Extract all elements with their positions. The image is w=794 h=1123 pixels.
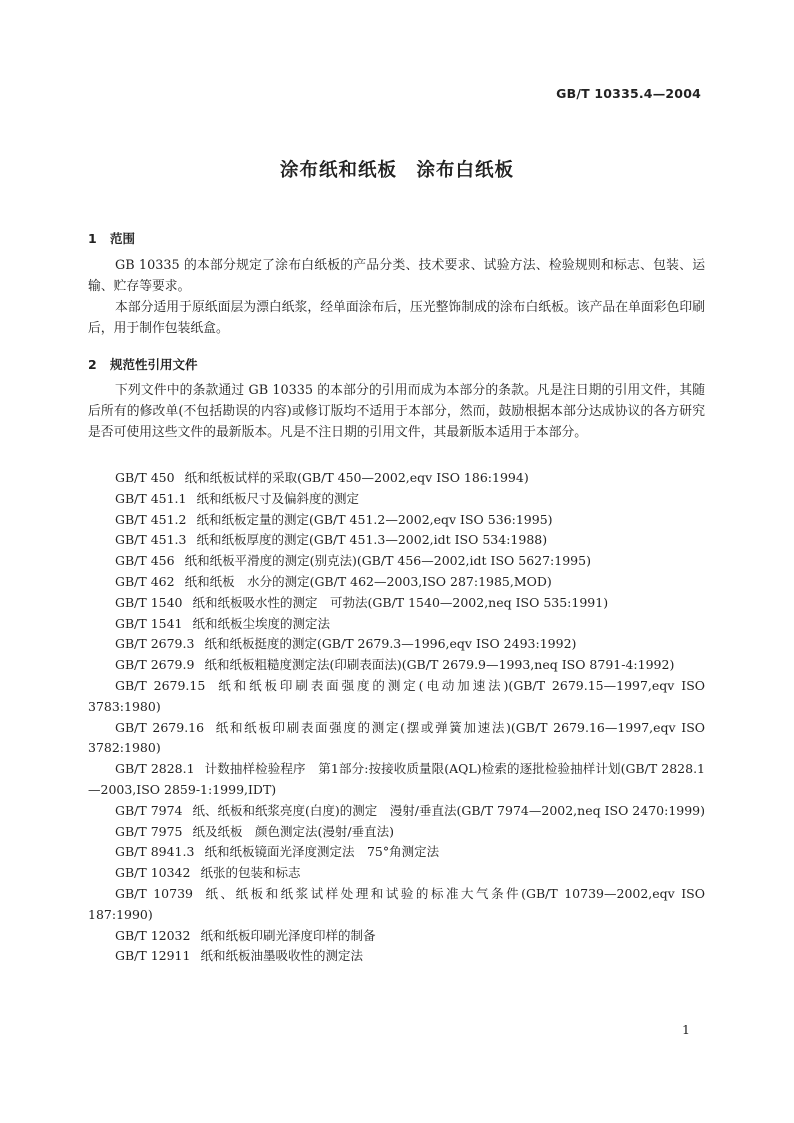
reference-title: 纸、纸板和纸浆亮度(白度)的测定 漫射/垂直法(GB/T 7974—2002,neq ISO 2470:1999) [192,802,706,818]
reference-title: 纸和纸板定量的测定(GB/T 451.2—2002,eqv ISO 536:1995) [196,511,553,527]
reference-item [88,946,705,967]
reference-item [88,468,705,489]
reference-code: GB/T 2679.16 [115,719,205,735]
reference-item [88,489,705,510]
reference-title: 纸和纸板吸水性的测定 可勃法(GB/T 1540—2002,neq ISO 535:1991) [192,594,609,610]
reference-code: GB/T 12032 [115,927,191,943]
reference-item [88,884,705,926]
reference-title: 纸和纸板印刷表面强度的测定(电动加速法)(GB/T 2679.15—1997,eqv ISO 3783:1980) [88,677,706,714]
reference-list [88,468,705,967]
reference-code: GB/T 456 [115,553,175,569]
reference-code: GB/T 451.3 [115,532,187,548]
reference-title: 纸和纸板尺寸及偏斜度的测定 [196,490,359,506]
reference-title: 纸和纸板尘埃度的测定法 [192,615,331,631]
reference-item [88,801,705,822]
reference-title: 纸和纸板试样的采取(GB/T 450—2002,eqv ISO 186:1994) [184,470,529,485]
reference-code: GB/T 2828.1 [115,761,195,777]
reference-item [88,676,705,718]
reference-code: GB/T 2679.15 [115,677,206,693]
reference-code: GB/T 7974 [115,802,183,818]
reference-title: 纸及纸板 颜色测定法(漫射/垂直法) [192,823,394,839]
reference-code: GB/T 10739 [115,885,193,901]
reference-code: GB/T 1540 [115,594,183,610]
reference-title: 纸张的包装和标志 [200,865,301,881]
reference-code: GB/T 450 [115,470,175,485]
reference-code: GB/T 2679.9 [115,657,195,673]
reference-item [88,572,705,593]
reference-code: GB/T 12911 [115,948,191,964]
section-title: 范围 [110,231,136,246]
reference-title: 纸、纸板和纸浆试样处理和试验的标准大气条件(GB/T 10739—2002,eqv ISO 187:1990) [88,885,705,922]
reference-item [88,759,705,801]
document-title: 涂布纸和纸板 涂布白纸板 [279,160,514,181]
section-heading-scope [88,229,135,247]
reference-code: GB/T 451.2 [115,511,187,527]
reference-title: 纸和纸板平滑度的测定(别克法)(GB/T 456—2002,idt ISO 5627:1995) [184,553,591,569]
reference-item [88,530,705,551]
reference-item [88,926,705,947]
reference-title: 纸和纸板印刷表面强度的测定(摆或弹簧加速法)(GB/T 2679.16—1997,eqv ISO 3782:1980) [88,719,706,756]
reference-code: GB/T 451.1 [115,490,187,506]
reference-title: 纸和纸板油墨吸收性的测定法 [200,948,363,964]
reference-title: 纸和纸板挺度的测定(GB/T 2679.3—1996,eqv ISO 2493:1992) [204,636,577,652]
scope-paragraph-2: 本部分适用于原纸面层为漂白纸浆，经单面涂布后，压光整饰制成的涂布白纸板。该产品在单面彩色印刷后，用于制作包装纸盒。 [88,300,705,336]
reference-code: GB/T 1541 [115,615,183,631]
reference-item [88,842,705,863]
section-number: 2 [88,357,97,372]
reference-title: 纸和纸板镜面光泽度测定法 75°角测定法 [204,844,440,860]
reference-title: 纸和纸板厚度的测定(GB/T 451.3—2002,idt ISO 534:1988) [196,532,548,548]
standard-code: GB/T 10335.4—2004 [556,86,701,101]
section-heading-normative-references [88,355,198,373]
reference-item [88,593,705,614]
reference-title: 纸和纸板粗糙度测定法(印刷表面法)(GB/T 2679.9—1993,neq ISO 8791-4:1992) [204,657,675,673]
reference-item [88,510,705,531]
reference-item [88,614,705,635]
page-number: 1 [682,1022,690,1037]
section-number: 1 [88,231,97,246]
reference-item [88,634,705,655]
reference-code: GB/T 462 [115,573,175,589]
references-intro-paragraph: 下列文件中的条款通过 GB 10335 的本部分的引用而成为本部分的条款。凡是注日期的引用文件，其随后所有的修改单(不包括勘误的内容)或修订版均不适用于本部分，然而，鼓励根据本部分达成协议的各方研究是否可使用这些文件的最新版本。凡是不注日期的引用文件，其最新版本适用于本部分。 [88,383,705,440]
reference-item [88,718,705,760]
section-title: 规范性引用文件 [110,357,198,372]
reference-code: GB/T 8941.3 [115,844,195,860]
reference-title: 纸和纸板印刷光泽度印样的制备 [200,927,376,943]
reference-item [88,551,705,572]
reference-code: GB/T 7975 [115,823,183,839]
scope-paragraph-1: GB 10335 的本部分规定了涂布白纸板的产品分类、技术要求、试验方法、检验规则和标志、包装、运输、贮存等要求。 [88,258,705,294]
reference-item [88,655,705,676]
reference-title: 纸和纸板 水分的测定(GB/T 462—2003,ISO 287:1985,MOD) [184,573,552,589]
reference-code: GB/T 2679.3 [115,636,195,652]
reference-item [88,822,705,843]
reference-item [88,863,705,884]
reference-title: 计数抽样检验程序 第1部分:按接收质量限(AQL)检索的逐批检验抽样计划(GB/T 2828.1—2003,ISO 2859-1:1999,IDT) [88,761,705,797]
reference-code: GB/T 10342 [115,865,191,881]
